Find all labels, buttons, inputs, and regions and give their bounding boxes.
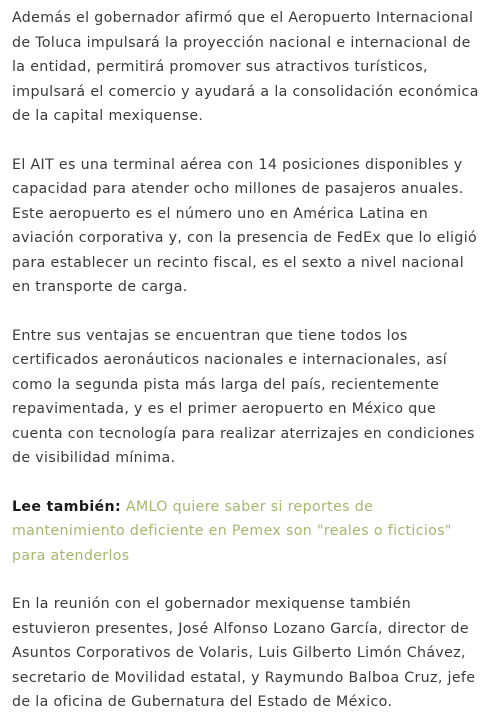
also-read-block [12, 495, 486, 569]
also-read-label: Lee también: [12, 498, 121, 515]
also-read-link[interactable]: AMLO quiere saber si reportes de mantenimiento deficiente en Pemex son "reales o ficticios" para atenderlos [12, 498, 452, 564]
paragraph-governor-statement: Además el gobernador afirmó que el Aeropuerto Internacional de Toluca impulsará la proyección nacional e internacional de la entidad, permitirá promover sus atractivos turísticos, impulsará el comercio y ayudará a la consolidación económica de la capital mexiquense. [12, 10, 479, 124]
paragraph-ait-terminal: El AIT es una terminal aérea con 14 posiciones disponibles y capacidad para atender ocho millones de pasajeros anuales. Este aeropuerto es el número uno en América Latina en aviación corporativa y, con la presencia de FedEx que lo eligió para establecer un recinto fiscal, es el sexto a nivel nacional en transporte de carga. [12, 156, 478, 295]
paragraph-meeting-attendees: En la reunión con el gobernador mexiquense también estuvieron presentes, José Alfonso Lozano García, director de Asuntos Corporativos de Volaris, Luis Gilberto Limón Chávez, secretario de Movilidad estatal, y Raymundo Balboa Cruz, jefe de la oficina de Gubernatura del Estado de México. [12, 596, 476, 710]
paragraph-advantages: Entre sus ventajas se encuentran que tiene todos los certificados aeronáuticos nacionales e internacionales, así como la segunda pista más larga del país, recientemente repavimentada, y es el primer aeropuerto en México que cuenta con tecnología para realizar aterrizajes en condiciones de visibilidad mínima. [12, 327, 475, 466]
